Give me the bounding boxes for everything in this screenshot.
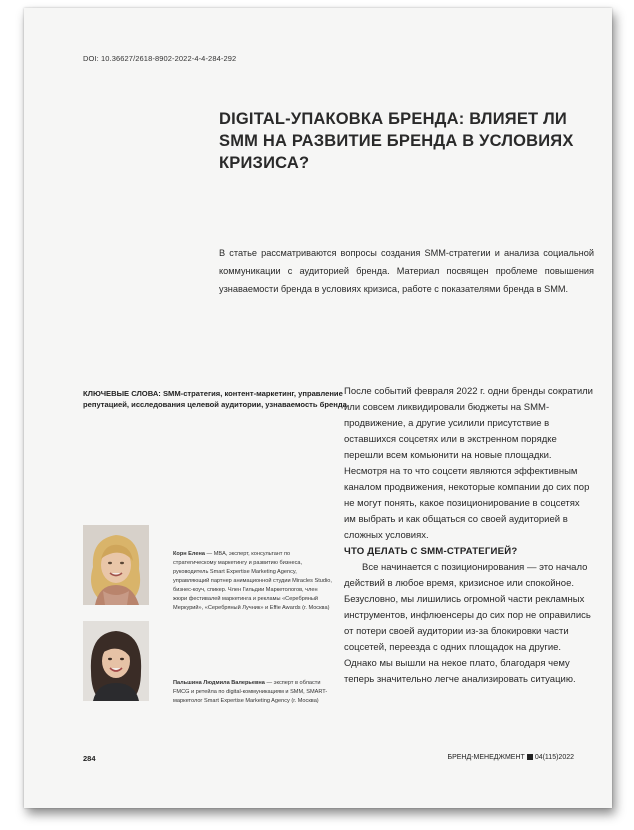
author-description: — эксперт в области FMCG и ретейла по digital-коммуникациям и SMM, SMART-маркетолог Smart Expertise Marketing Agency (г. Москва)	[173, 680, 328, 704]
author-photo	[83, 621, 149, 701]
abstract: В статье рассматриваются вопросы создания SMM-стратегии и анализа социальной коммуникации с аудиторией бренда. Материал посвящен проблеме повышения узнаваемости бренда в условиях кризиса, работе с показателями бренда в SMM.	[219, 248, 594, 294]
section-heading: ЧТО ДЕЛАТЬ С SMM-СТРАТЕГИЕЙ?	[344, 546, 518, 557]
journal-issue: 04(115)2022	[534, 754, 574, 761]
doi: DOI: 10.36627/2618-8902-2022-4-4-284-292	[83, 54, 237, 63]
keywords-text: SMM-стратегия, контент-маркетинг, управление репутацией, исследования целевой аудитории, узнаваемость бренда	[83, 389, 347, 409]
keywords-label: КЛЮЧЕВЫЕ СЛОВА:	[83, 389, 161, 398]
article-title: DIGITAL-УПАКОВКА БРЕНДА: ВЛИЯЕТ ЛИ SMM НА РАЗВИТИЕ БРЕНДА В УСЛОВИЯХ КРИЗИСА?	[219, 110, 574, 172]
journal-name: БРЕНД-МЕНЕДЖМЕНТ	[447, 754, 525, 761]
body-column	[344, 384, 594, 688]
author-photo	[83, 525, 149, 605]
journal-page	[24, 8, 612, 808]
square-separator-icon	[527, 754, 533, 760]
author-name: Корн Елена	[173, 551, 205, 557]
page-number: 284	[83, 754, 96, 763]
author-description: — MBA, эксперт, консультант по стратегическому маркетингу и развитию бизнеса, руководитель Smart Expertise Marketing Agency, управляющий партнер анимационной студии Miracles Studio, бизнес-коуч, спикер. Член Гильдии Маркетологов, член жюри фестивалей маркетинга и рекламы «Серебряный Меркурий», «Серебряный Лучник» и Effie Awards (г. Москва)	[173, 551, 332, 611]
journal-footer	[447, 754, 574, 761]
keywords	[83, 388, 353, 410]
author-bio	[173, 679, 333, 706]
paragraph-2: Все начинается с позиционирования — это начало действий в любое время, кризисное или спокойное. Безусловно, мы лишились огромной части рекламных инструментов, инфлюенсеры до сих пор не оправились от потери своей аудитории из-за блокировки части соцсетей, переезда с одних площадок на другие. Однако мы вышли на некое плато, благодаря чему теперь значительно легче анализировать ситуацию.	[344, 562, 591, 685]
author-name: Пальшина Людмила Валерьевна	[173, 680, 265, 686]
author-bio	[173, 550, 333, 613]
paragraph-1: После событий февраля 2022 г. одни бренды сократили или совсем ликвидировали бюджеты на SMM-продвижение, а другие усилили присутствие в оставшихся соцсетях или в экстренном порядке перешли всем комьюнити на новые площадки. Несмотря на то что соцсети являются эффективным каналом продвижения, некоторые компании до сих пор не могут понять, какое позиционирование в соцсетях им выбрать и как общаться со своей аудиторией в сложных условиях.	[344, 386, 593, 541]
